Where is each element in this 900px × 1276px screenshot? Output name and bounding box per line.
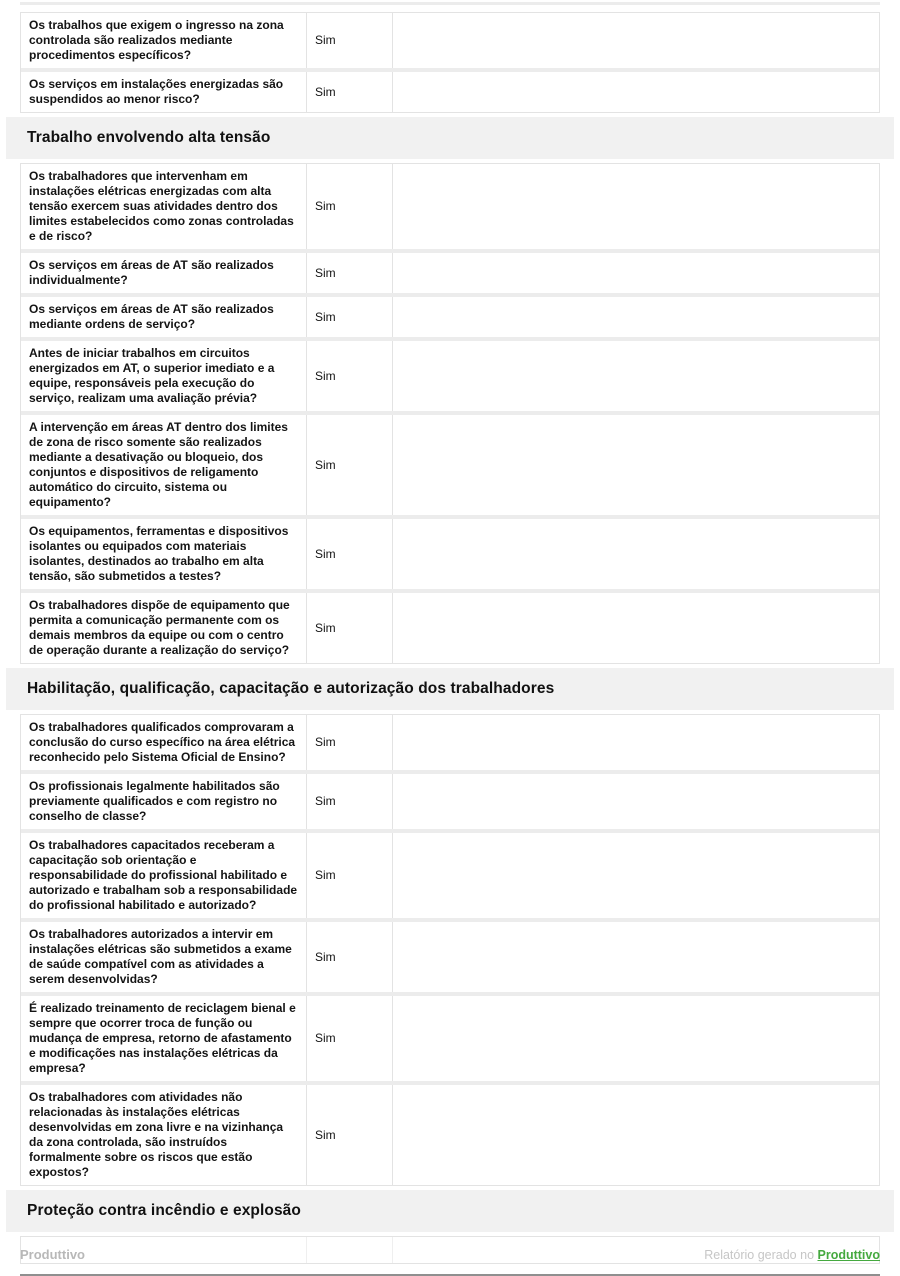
report-page (0, 2, 900, 1276)
table-row (21, 519, 879, 593)
table-row (21, 833, 879, 922)
question-cell: Os equipamentos, ferramentas e dispositivos isolantes ou equipados com materiais isolantes, destinados ao trabalho em alta tensão, são submetidos a testes? (21, 519, 307, 589)
answer-cell: Sim (307, 593, 393, 663)
notes-cell (393, 922, 879, 992)
notes-cell (393, 297, 879, 337)
notes-cell (393, 164, 879, 249)
table-row (21, 1085, 879, 1185)
notes-cell (393, 415, 879, 515)
answer-cell: Sim (307, 415, 393, 515)
notes-cell (393, 996, 879, 1081)
checklist-table (20, 12, 880, 113)
question-cell: Os trabalhadores qualificados comprovaram a conclusão do curso específico na área elétrica reconhecido pelo Sistema Oficial de Ensino? (21, 715, 307, 770)
answer-cell: Sim (307, 164, 393, 249)
checklist-report-body (0, 12, 900, 1264)
question-cell: Os trabalhos que exigem o ingresso na zona controlada são realizados mediante procedimentos específicos? (21, 13, 307, 68)
table-row (21, 715, 879, 774)
answer-cell: Sim (307, 297, 393, 337)
table-row (21, 341, 879, 415)
answer-cell: Sim (307, 253, 393, 293)
section-header (6, 1190, 894, 1232)
answer-cell: Sim (307, 996, 393, 1081)
section-title: Proteção contra incêndio e explosão (27, 1202, 301, 1219)
question-cell: Os serviços em áreas de AT são realizados individualmente? (21, 253, 307, 293)
notes-cell (393, 593, 879, 663)
question-cell: Os trabalhadores capacitados receberam a capacitação sob orientação e responsabilidade do profissional habilitado e autorizado e trabalham sob a responsabilidade do profissional habilitado e autorizado? (21, 833, 307, 918)
notes-cell (393, 13, 879, 68)
answer-cell: Sim (307, 72, 393, 112)
section-header (6, 668, 894, 710)
question-cell: Os serviços em instalações energizadas são suspendidos ao menor risco? (21, 72, 307, 112)
checklist-table (20, 163, 880, 664)
table-row (21, 415, 879, 519)
notes-cell (393, 519, 879, 589)
answer-cell: Sim (307, 519, 393, 589)
notes-cell (393, 774, 879, 829)
question-cell: Os trabalhadores autorizados a intervir em instalações elétricas são submetidos a exame de saúde compatível com as atividades a serem desenvolvidas? (21, 922, 307, 992)
notes-cell (393, 253, 879, 293)
question-cell: Os trabalhadores com atividades não relacionadas às instalações elétricas desenvolvidas em zona livre e na vizinhança da zona controlada, são instruídos formalmente sobre os riscos que estão expostos? (21, 1085, 307, 1185)
table-row (21, 164, 879, 253)
table-row (21, 297, 879, 341)
answer-cell: Sim (307, 922, 393, 992)
answer-cell: Sim (307, 1085, 393, 1185)
question-cell: Os trabalhadores dispõe de equipamento que permita a comunicação permanente com os demais membros da equipe ou com o centro de operação durante a realização do serviço? (21, 593, 307, 663)
answer-cell: Sim (307, 341, 393, 411)
answer-cell: Sim (307, 774, 393, 829)
footer-generated-text (704, 1248, 880, 1262)
question-cell: A intervenção em áreas AT dentro dos limites de zona de risco somente são realizados mediante a desativação ou bloqueio, dos conjuntos e dispositivos de religamento automático do circuito, sistema ou equipamento? (21, 415, 307, 515)
footer-brand: Produttivo (20, 1247, 85, 1262)
question-cell: É realizado treinamento de reciclagem bienal e sempre que ocorrer troca de função ou mudança de empresa, retorno de afastamento e modificações nas instalações elétricas da empresa? (21, 996, 307, 1081)
answer-cell: Sim (307, 13, 393, 68)
table-row (21, 774, 879, 833)
question-cell: Os profissionais legalmente habilitados são previamente qualificados e com registro no conselho de classe? (21, 774, 307, 829)
question-cell: Os serviços em áreas de AT são realizados mediante ordens de serviço? (21, 297, 307, 337)
question-cell: Os trabalhadores que intervenham em instalações elétricas energizadas com alta tensão exercem suas atividades dentro dos limites estabelecidos como zonas controladas e de risco? (21, 164, 307, 249)
checklist-table (20, 714, 880, 1186)
section-header (6, 117, 894, 159)
section-title: Trabalho envolvendo alta tensão (27, 129, 271, 146)
footer-generated-prefix: Relatório gerado no (704, 1248, 815, 1262)
section-title: Habilitação, qualificação, capacitação e autorização dos trabalhadores (27, 680, 555, 697)
table-row (21, 996, 879, 1085)
page-cut-separator (20, 2, 880, 5)
table-row (21, 253, 879, 297)
answer-cell: Sim (307, 715, 393, 770)
notes-cell (393, 72, 879, 112)
table-row (21, 13, 879, 72)
produttivo-link[interactable]: Produttivo (817, 1248, 880, 1262)
table-row (21, 72, 879, 112)
notes-cell (393, 341, 879, 411)
notes-cell (393, 715, 879, 770)
question-cell: Antes de iniciar trabalhos em circuitos energizados em AT, o superior imediato e a equipe, responsáveis pela execução do serviço, realizam uma avaliação prévia? (21, 341, 307, 411)
notes-cell (393, 1085, 879, 1185)
answer-cell: Sim (307, 833, 393, 918)
table-row (21, 593, 879, 663)
notes-cell (393, 833, 879, 918)
page-footer (20, 1247, 880, 1262)
table-row (21, 922, 879, 996)
